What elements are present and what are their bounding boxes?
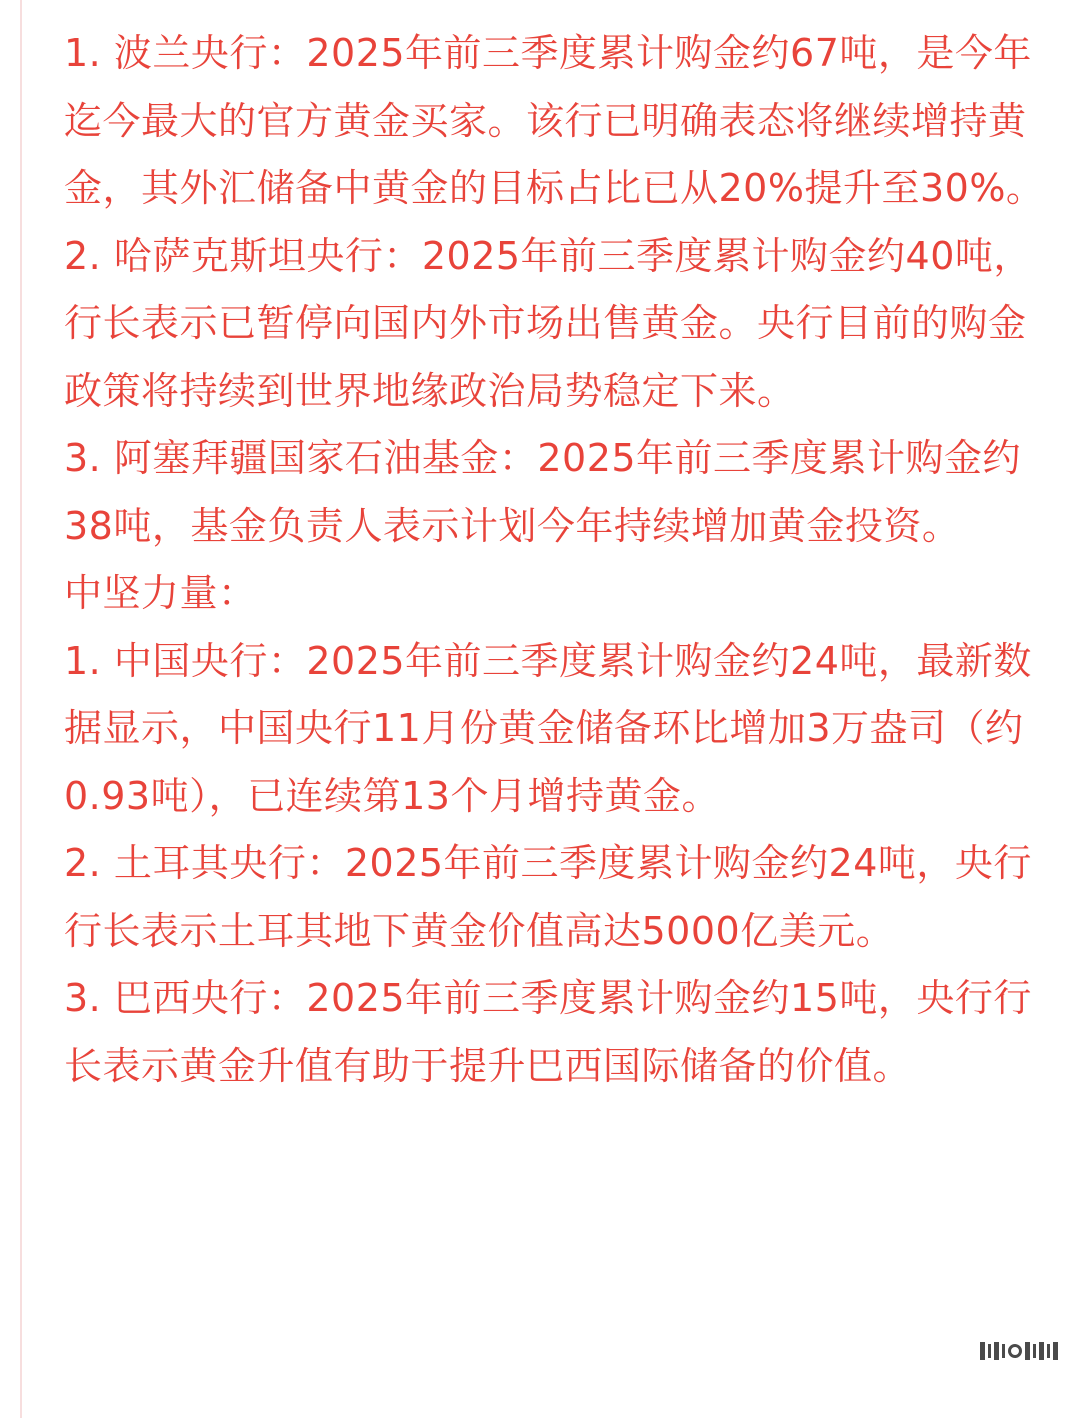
watermark-bar [1047,1344,1050,1358]
watermark-dot [1008,1344,1022,1358]
item-azerbaijan: 3. 阿塞拜疆国家石油基金：2025年前三季度累计购金约38吨，基金负责人表示计划今年持续增加黄金投资。 [64,436,1022,548]
watermark-icon [980,1340,1058,1362]
item-turkey: 2. 土耳其央行：2025年前三季度累计购金约24吨，央行行长表示土耳其地下黄金价值高达5000亿美元。 [64,841,1032,953]
left-margin-rule [20,0,22,1418]
watermark-bar [980,1342,985,1360]
watermark-bar [1033,1344,1036,1358]
watermark-bar [988,1344,991,1358]
item-brazil: 3. 巴西央行：2025年前三季度累计购金约15吨，央行行长表示黄金升值有助于提升巴西国际储备的价值。 [64,976,1032,1088]
watermark-bar [1002,1344,1005,1358]
item-kazakhstan: 2. 哈萨克斯坦央行：2025年前三季度累计购金约40吨，行长表示已暂停向国内外市场出售黄金。央行目前的购金政策将持续到世界地缘政治局势稳定下来。 [64,233,1032,413]
article-body [64,20,1064,1100]
item-poland: 1. 波兰央行：2025年前三季度累计购金约67吨，是今年迄今最大的官方黄金买家。该行已明确表态将继续增持黄金，其外汇储备中黄金的目标占比已从20%提升至30%。 [64,31,1045,210]
item-china: 1. 中国央行：2025年前三季度累计购金约24吨，最新数据显示，中国央行11月份黄金储备环比增加3万盎司（约0.93吨），已连续第13个月增持黄金。 [64,638,1032,818]
watermark-bar [1053,1342,1058,1360]
watermark-bar [994,1342,999,1360]
watermark-bar [1025,1342,1030,1360]
watermark-bar [1039,1342,1044,1360]
section-heading: 中坚力量： [64,571,257,615]
